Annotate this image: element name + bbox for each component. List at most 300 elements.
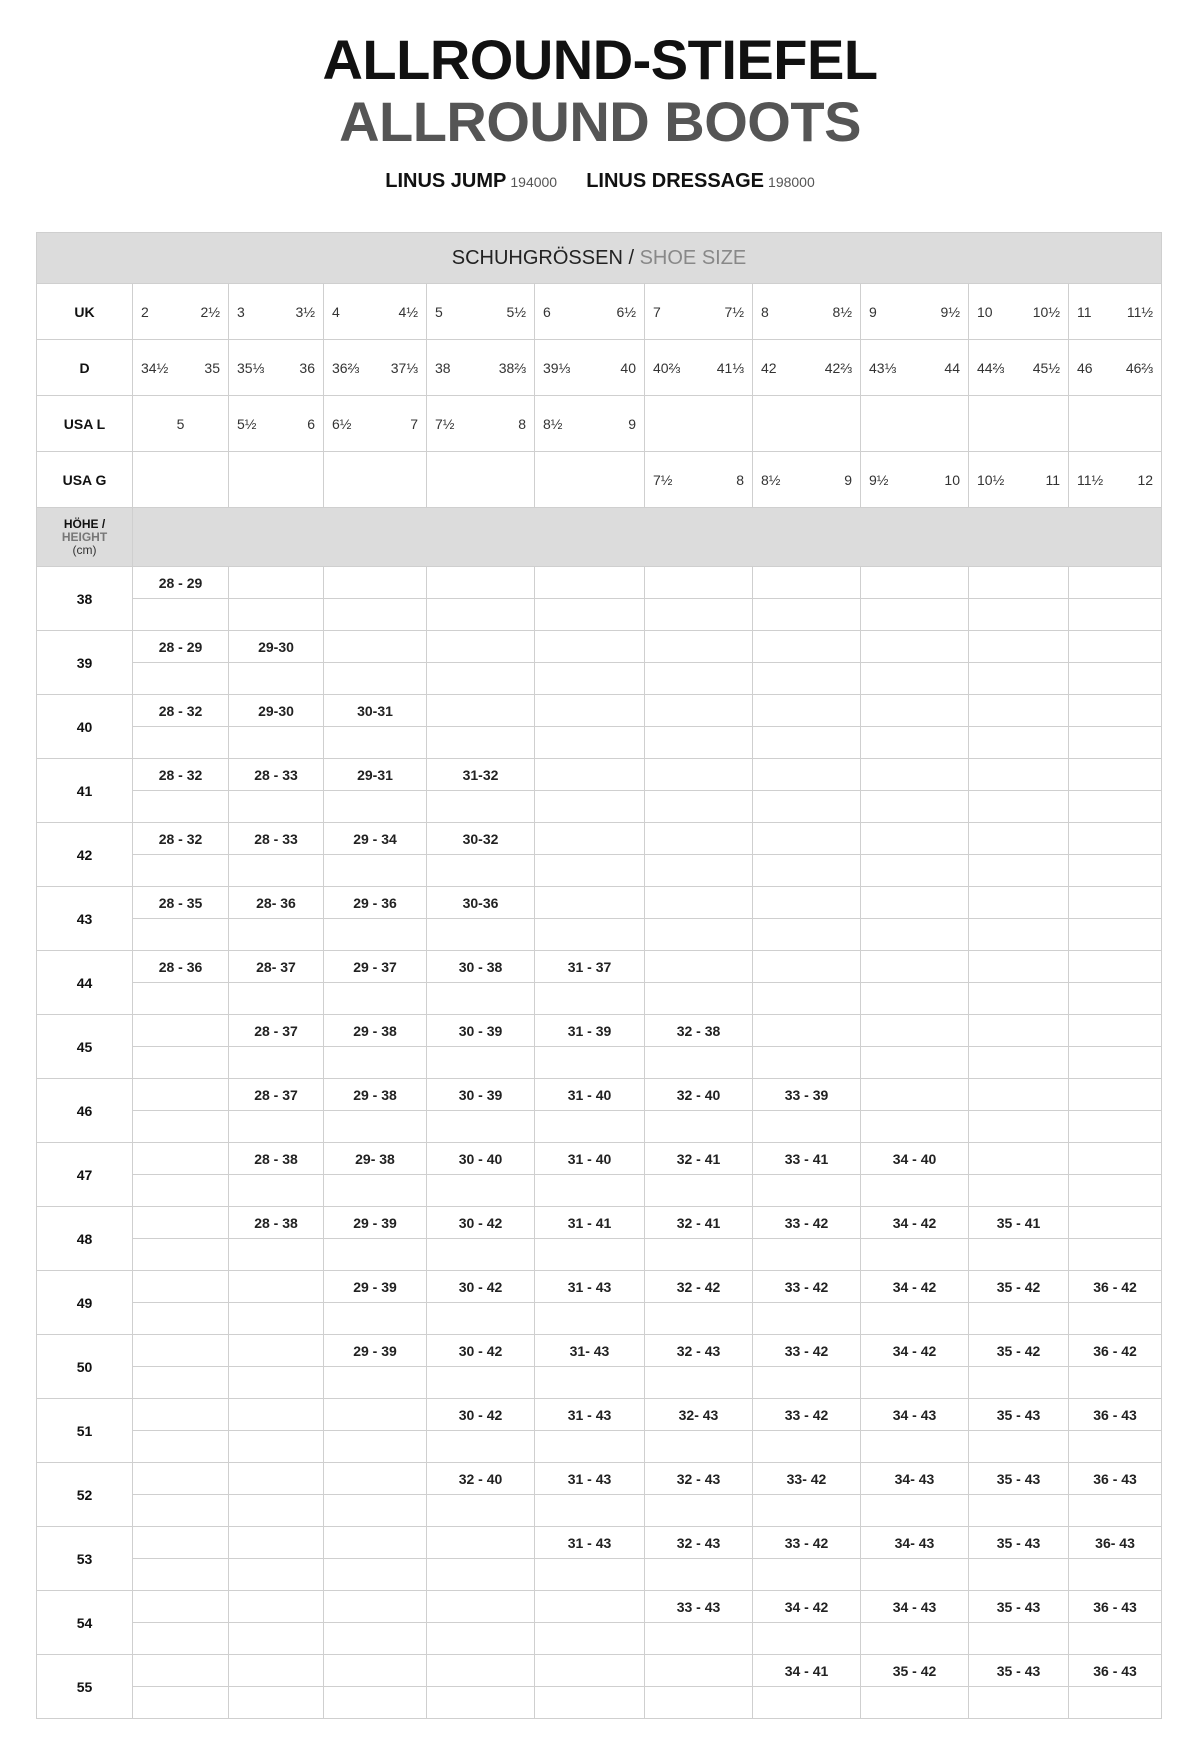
empty-cell <box>753 1303 861 1335</box>
size-cell <box>229 284 324 340</box>
empty-cell <box>535 791 645 823</box>
height-row-lower <box>37 1559 1162 1591</box>
calf-range-cell: 35 - 42 <box>861 1655 969 1687</box>
calf-range-cell <box>645 1655 753 1687</box>
size-cell <box>969 284 1069 340</box>
height-header-unit: (cm) <box>72 542 97 557</box>
empty-cell <box>229 1623 324 1655</box>
empty-cell <box>645 1687 753 1719</box>
calf-range-cell <box>861 759 969 791</box>
size-chart-table <box>36 232 1162 1719</box>
calf-range-cell <box>753 631 861 663</box>
calf-range-cell <box>535 823 645 855</box>
height-row-lower <box>37 1111 1162 1143</box>
size-pair <box>324 360 426 376</box>
size-value: 7½ <box>435 415 455 432</box>
calf-range-cell: 29-30 <box>229 695 324 727</box>
calf-range-cell <box>645 695 753 727</box>
empty-cell <box>535 1559 645 1591</box>
size-cell <box>753 452 861 508</box>
calf-range-cell <box>969 695 1069 727</box>
calf-range-cell <box>861 695 969 727</box>
calf-range-cell <box>324 1399 427 1431</box>
size-value: 41⅓ <box>716 359 744 376</box>
empty-cell <box>133 1303 229 1335</box>
size-value: 6 <box>543 303 551 320</box>
size-cell <box>861 284 969 340</box>
empty-cell <box>969 663 1069 695</box>
height-row-lower <box>37 1623 1162 1655</box>
calf-range-cell: 30-36 <box>427 887 535 919</box>
size-row-label: D <box>37 340 133 396</box>
empty-cell <box>229 1687 324 1719</box>
empty-cell <box>324 1623 427 1655</box>
empty-cell <box>427 1175 535 1207</box>
empty-cell <box>861 599 969 631</box>
calf-range-cell <box>133 1335 229 1367</box>
empty-cell <box>861 1111 969 1143</box>
empty-cell <box>324 663 427 695</box>
empty-cell <box>324 727 427 759</box>
calf-range-cell: 28 - 33 <box>229 759 324 791</box>
calf-range-cell <box>324 1463 427 1495</box>
empty-cell <box>229 727 324 759</box>
empty-cell <box>427 1239 535 1271</box>
size-value: 11½ <box>1077 471 1104 488</box>
empty-cell <box>1069 983 1162 1015</box>
height-row-lower <box>37 855 1162 887</box>
size-pair <box>427 416 534 432</box>
calf-range-cell <box>133 1527 229 1559</box>
calf-range-cell: 28 - 37 <box>229 1015 324 1047</box>
empty-cell <box>324 983 427 1015</box>
calf-range-cell <box>969 1143 1069 1175</box>
height-row <box>37 567 1162 599</box>
calf-range-cell: 30 - 40 <box>427 1143 535 1175</box>
empty-cell <box>324 1559 427 1591</box>
empty-cell <box>1069 1687 1162 1719</box>
size-value: 8 <box>518 415 526 432</box>
empty-cell <box>645 727 753 759</box>
height-row-lower <box>37 1239 1162 1271</box>
empty-cell <box>753 983 861 1015</box>
size-value: 5 <box>435 303 443 320</box>
calf-range-cell: 30-32 <box>427 823 535 855</box>
size-cell <box>427 452 535 508</box>
calf-range-cell: 31 - 43 <box>535 1399 645 1431</box>
calf-range-cell: 35 - 42 <box>969 1335 1069 1367</box>
calf-range-cell <box>645 823 753 855</box>
size-pair <box>969 472 1068 488</box>
size-cell <box>861 452 969 508</box>
height-row <box>37 1079 1162 1111</box>
size-value: 38⅔ <box>498 359 526 376</box>
empty-cell <box>969 599 1069 631</box>
empty-cell <box>969 791 1069 823</box>
calf-range-cell: 28 - 38 <box>229 1143 324 1175</box>
empty-cell <box>1069 1239 1162 1271</box>
calf-range-cell: 30 - 42 <box>427 1271 535 1303</box>
size-value: 11 <box>1045 471 1060 488</box>
size-cell <box>645 340 753 396</box>
calf-range-cell <box>645 567 753 599</box>
size-value: 6½ <box>332 415 352 432</box>
size-cell <box>229 452 324 508</box>
empty-cell <box>645 1303 753 1335</box>
empty-cell <box>427 1431 535 1463</box>
height-label: 51 <box>37 1399 133 1463</box>
size-value: 9 <box>628 415 636 432</box>
calf-range-cell: 35 - 43 <box>969 1399 1069 1431</box>
empty-cell <box>229 1431 324 1463</box>
empty-cell <box>535 727 645 759</box>
calf-range-cell: 36 - 42 <box>1069 1271 1162 1303</box>
calf-range-cell <box>133 1207 229 1239</box>
empty-cell <box>753 727 861 759</box>
calf-range-cell <box>535 1655 645 1687</box>
size-value: 8 <box>736 471 744 488</box>
calf-range-cell: 28 - 35 <box>133 887 229 919</box>
shoe-size-header-de: SCHUHGRÖSSEN / <box>451 246 635 269</box>
calf-range-cell <box>861 951 969 983</box>
size-cell <box>753 340 861 396</box>
empty-cell <box>1069 1303 1162 1335</box>
empty-cell <box>969 1559 1069 1591</box>
calf-range-cell: 30 - 42 <box>427 1399 535 1431</box>
height-label: 50 <box>37 1335 133 1399</box>
size-value: 11 <box>1077 303 1092 320</box>
empty-cell <box>1069 727 1162 759</box>
size-pair <box>861 360 968 376</box>
size-cell <box>861 396 969 452</box>
size-cell <box>324 340 427 396</box>
calf-range-cell <box>535 695 645 727</box>
calf-range-cell: 35 - 41 <box>969 1207 1069 1239</box>
empty-cell <box>645 791 753 823</box>
empty-cell <box>324 1687 427 1719</box>
height-row-lower <box>37 919 1162 951</box>
height-row-lower <box>37 791 1162 823</box>
calf-range-cell <box>324 567 427 599</box>
calf-range-cell <box>427 1527 535 1559</box>
size-cell <box>133 340 229 396</box>
size-value: 44 <box>944 359 960 376</box>
size-value: 11½ <box>1126 303 1154 320</box>
calf-range-cell: 34 - 42 <box>861 1207 969 1239</box>
size-value: 2½ <box>200 303 220 320</box>
calf-range-cell: 29-31 <box>324 759 427 791</box>
empty-cell <box>1069 599 1162 631</box>
height-row <box>37 695 1162 727</box>
calf-range-cell: 28 - 37 <box>229 1079 324 1111</box>
empty-cell <box>753 1111 861 1143</box>
size-cell <box>1069 452 1162 508</box>
calf-range-cell <box>133 1079 229 1111</box>
empty-cell <box>133 983 229 1015</box>
empty-cell <box>1069 1431 1162 1463</box>
calf-range-cell <box>1069 695 1162 727</box>
empty-cell <box>324 1239 427 1271</box>
height-row <box>37 1591 1162 1623</box>
empty-cell <box>229 983 324 1015</box>
size-pair <box>535 416 644 432</box>
calf-range-cell <box>861 1079 969 1111</box>
size-cell <box>324 452 427 508</box>
size-pair <box>645 304 752 320</box>
calf-range-cell <box>324 1527 427 1559</box>
empty-cell <box>133 1559 229 1591</box>
empty-cell <box>969 1047 1069 1079</box>
height-label: 39 <box>37 631 133 695</box>
empty-cell <box>753 1623 861 1655</box>
empty-cell <box>133 1623 229 1655</box>
calf-range-cell: 32 - 41 <box>645 1207 753 1239</box>
calf-range-cell: 29-30 <box>229 631 324 663</box>
calf-range-cell <box>645 951 753 983</box>
empty-cell <box>861 1047 969 1079</box>
calf-range-cell <box>1069 631 1162 663</box>
empty-cell <box>133 791 229 823</box>
calf-range-cell: 28 - 29 <box>133 567 229 599</box>
empty-cell <box>535 1111 645 1143</box>
empty-cell <box>535 1495 645 1527</box>
height-row <box>37 1143 1162 1175</box>
size-cell <box>1069 284 1162 340</box>
empty-cell <box>969 727 1069 759</box>
size-value: 7½ <box>653 471 673 488</box>
empty-cell <box>535 663 645 695</box>
size-row-label: UK <box>37 284 133 340</box>
calf-range-cell: 34- 43 <box>861 1527 969 1559</box>
empty-cell <box>229 1367 324 1399</box>
size-value: 10 <box>977 303 993 320</box>
calf-range-cell <box>1069 887 1162 919</box>
size-cell <box>427 340 535 396</box>
empty-cell <box>753 919 861 951</box>
model-code: 194000 <box>510 174 558 190</box>
size-value: 9 <box>869 303 877 320</box>
empty-cell <box>1069 1047 1162 1079</box>
size-value: 44⅔ <box>977 359 1005 376</box>
size-value: 4 <box>332 303 340 320</box>
empty-cell <box>645 919 753 951</box>
size-value: 4½ <box>398 303 418 320</box>
calf-range-cell: 31 - 43 <box>535 1271 645 1303</box>
empty-cell <box>753 1047 861 1079</box>
calf-range-cell <box>133 1655 229 1687</box>
size-cell <box>535 340 645 396</box>
size-value: 36 <box>299 359 315 376</box>
empty-cell <box>535 1623 645 1655</box>
empty-cell <box>1069 855 1162 887</box>
empty-cell <box>861 791 969 823</box>
height-label: 48 <box>37 1207 133 1271</box>
calf-range-cell <box>969 567 1069 599</box>
empty-cell <box>969 1175 1069 1207</box>
calf-range-cell <box>969 823 1069 855</box>
size-cell <box>535 284 645 340</box>
empty-cell <box>427 1303 535 1335</box>
empty-cell <box>427 1111 535 1143</box>
calf-range-cell: 28 - 32 <box>133 759 229 791</box>
calf-range-cell <box>427 567 535 599</box>
empty-cell <box>229 1495 324 1527</box>
calf-range-cell: 32 - 43 <box>645 1335 753 1367</box>
calf-range-cell: 33 - 42 <box>753 1527 861 1559</box>
size-cell <box>133 396 229 452</box>
calf-range-cell: 31 - 43 <box>535 1463 645 1495</box>
size-pair <box>753 472 860 488</box>
calf-range-cell: 32 - 40 <box>645 1079 753 1111</box>
calf-range-cell <box>427 1591 535 1623</box>
size-pair <box>969 360 1068 376</box>
size-value: 5 <box>176 415 185 432</box>
empty-cell <box>753 599 861 631</box>
empty-cell <box>229 791 324 823</box>
calf-range-cell: 30-31 <box>324 695 427 727</box>
empty-cell <box>753 791 861 823</box>
empty-cell <box>969 1495 1069 1527</box>
calf-range-cell <box>969 631 1069 663</box>
size-value: 12 <box>1137 471 1154 488</box>
calf-range-cell <box>229 1591 324 1623</box>
calf-range-cell <box>753 887 861 919</box>
height-row-lower <box>37 1047 1162 1079</box>
size-value: 36⅔ <box>332 359 360 376</box>
calf-range-cell <box>324 631 427 663</box>
empty-cell <box>133 663 229 695</box>
calf-range-cell <box>427 1655 535 1687</box>
model-line <box>0 170 1200 193</box>
empty-cell <box>969 1239 1069 1271</box>
calf-range-cell <box>229 1463 324 1495</box>
empty-cell <box>1069 791 1162 823</box>
height-label: 47 <box>37 1143 133 1207</box>
size-value: 7½ <box>724 303 744 320</box>
size-row <box>37 340 1162 396</box>
size-cell <box>229 396 324 452</box>
empty-cell <box>969 1687 1069 1719</box>
height-label: 45 <box>37 1015 133 1079</box>
calf-range-cell <box>861 887 969 919</box>
size-value: 5½ <box>237 415 257 432</box>
height-row-lower <box>37 1495 1162 1527</box>
empty-cell <box>427 1495 535 1527</box>
empty-cell <box>324 599 427 631</box>
empty-cell <box>861 855 969 887</box>
empty-cell <box>645 1239 753 1271</box>
calf-range-cell: 34 - 43 <box>861 1399 969 1431</box>
empty-cell <box>324 1431 427 1463</box>
size-cell <box>133 452 229 508</box>
height-row <box>37 1207 1162 1239</box>
empty-cell <box>427 1559 535 1591</box>
empty-cell <box>427 791 535 823</box>
calf-range-cell <box>229 1655 324 1687</box>
calf-range-cell <box>861 631 969 663</box>
empty-cell <box>427 1047 535 1079</box>
size-cell <box>753 396 861 452</box>
calf-range-cell <box>753 567 861 599</box>
calf-range-cell: 30 - 39 <box>427 1015 535 1047</box>
height-row <box>37 823 1162 855</box>
empty-cell <box>1069 1495 1162 1527</box>
height-row <box>37 951 1162 983</box>
size-pair <box>229 304 323 320</box>
empty-cell <box>645 1431 753 1463</box>
calf-range-cell: 28 - 32 <box>133 695 229 727</box>
empty-cell <box>969 1367 1069 1399</box>
height-row <box>37 1015 1162 1047</box>
calf-range-cell <box>229 1335 324 1367</box>
calf-range-cell <box>969 1079 1069 1111</box>
empty-cell <box>861 983 969 1015</box>
size-pair <box>324 304 426 320</box>
empty-cell <box>645 1559 753 1591</box>
calf-range-cell: 31 - 40 <box>535 1143 645 1175</box>
size-value: 9½ <box>869 471 889 488</box>
height-row <box>37 1335 1162 1367</box>
calf-range-cell <box>1069 1079 1162 1111</box>
size-cell <box>324 396 427 452</box>
height-header <box>37 508 133 567</box>
empty-cell <box>535 1431 645 1463</box>
height-label: 53 <box>37 1527 133 1591</box>
empty-cell <box>645 663 753 695</box>
calf-range-cell <box>969 1015 1069 1047</box>
empty-cell <box>427 663 535 695</box>
empty-cell <box>645 1367 753 1399</box>
empty-cell <box>229 855 324 887</box>
size-value: 8½ <box>543 415 563 432</box>
empty-cell <box>1069 1367 1162 1399</box>
size-pair <box>427 360 534 376</box>
calf-range-cell: 33 - 43 <box>645 1591 753 1623</box>
empty-cell <box>969 855 1069 887</box>
empty-cell <box>753 663 861 695</box>
size-pair <box>1069 360 1161 376</box>
calf-range-cell: 29 - 34 <box>324 823 427 855</box>
calf-range-cell: 36 - 43 <box>1069 1399 1162 1431</box>
empty-cell <box>133 855 229 887</box>
empty-cell <box>645 983 753 1015</box>
calf-range-cell: 29 - 37 <box>324 951 427 983</box>
empty-cell <box>861 1175 969 1207</box>
shoe-size-header-en: SHOE SIZE <box>639 246 747 269</box>
size-pair <box>753 360 860 376</box>
empty-cell <box>427 919 535 951</box>
empty-cell <box>1069 919 1162 951</box>
size-cell <box>969 452 1069 508</box>
height-row-lower <box>37 727 1162 759</box>
calf-range-cell: 33 - 42 <box>753 1207 861 1239</box>
empty-cell <box>861 727 969 759</box>
calf-range-cell: 29 - 39 <box>324 1335 427 1367</box>
calf-range-cell: 29 - 38 <box>324 1015 427 1047</box>
empty-cell <box>133 1687 229 1719</box>
size-value: 7 <box>410 415 418 432</box>
calf-range-cell: 33 - 42 <box>753 1335 861 1367</box>
empty-cell <box>535 919 645 951</box>
calf-range-cell: 35 - 43 <box>969 1655 1069 1687</box>
empty-cell <box>753 1367 861 1399</box>
empty-cell <box>535 1303 645 1335</box>
empty-cell <box>133 727 229 759</box>
empty-cell <box>229 663 324 695</box>
calf-range-cell <box>535 567 645 599</box>
size-pair <box>645 472 752 488</box>
model-code: 198000 <box>768 174 815 190</box>
